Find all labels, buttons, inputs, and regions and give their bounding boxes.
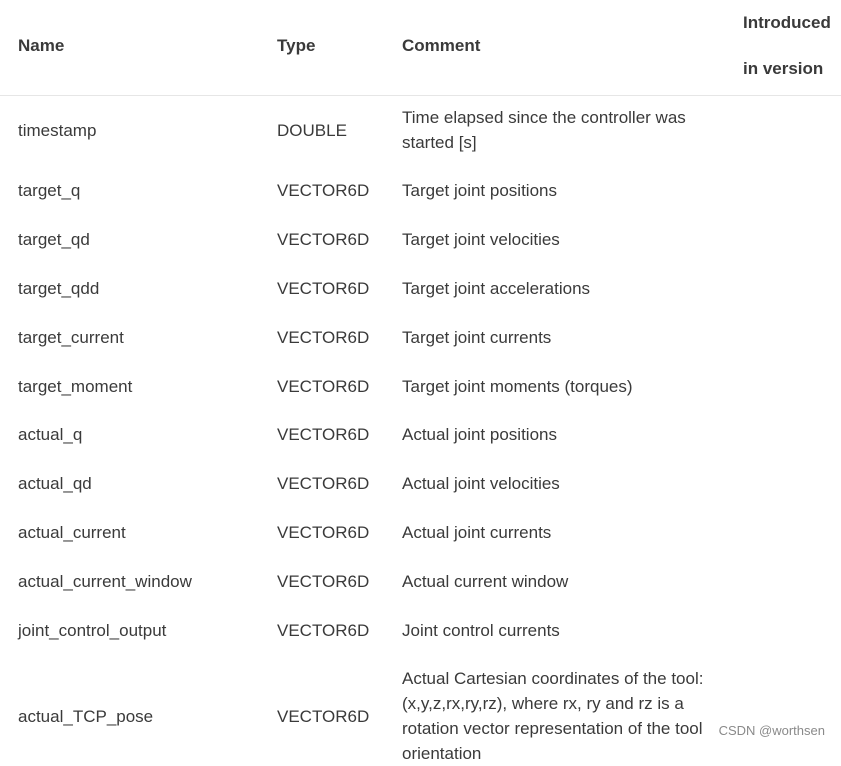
cell-comment: (x,y,z,rx,ry,rz), where rx, ry and rz is a [402, 694, 684, 713]
cell-type: VECTOR6D [277, 377, 370, 396]
cell-comment: rotation vector representation of the tool [402, 719, 703, 738]
cell-comment: Target joint currents [402, 328, 552, 347]
cell-type: VECTOR6D [277, 279, 370, 298]
header-introduced-line1: Introduced [743, 13, 831, 32]
header-name: Name [18, 36, 65, 55]
header-comment: Comment [402, 36, 481, 55]
cell-name: target_current [18, 328, 124, 347]
cell-comment: orientation [402, 744, 482, 763]
cell-type: DOUBLE [277, 120, 347, 140]
cell-comment: Time elapsed since the controller was [402, 108, 686, 127]
cell-comment: Actual Cartesian coordinates of the tool: [402, 669, 704, 688]
cell-comment: Joint control currents [402, 621, 560, 640]
cell-name: actual_TCP_pose [18, 706, 154, 726]
cell-comment: Target joint accelerations [402, 279, 591, 298]
cell-name: joint_control_output [18, 621, 167, 640]
cell-comment: started [s] [402, 133, 477, 152]
cell-type: VECTOR6D [277, 328, 370, 347]
cell-comment: Actual joint currents [402, 523, 552, 542]
cell-name: target_qdd [18, 279, 100, 298]
cell-name: target_q [18, 181, 81, 200]
cell-comment: Actual joint positions [402, 425, 557, 444]
cell-comment: Target joint velocities [402, 230, 560, 249]
cell-comment: Target joint moments (torques) [402, 377, 633, 396]
cell-name: actual_q [18, 425, 83, 444]
cell-comment: Actual current window [402, 572, 569, 591]
cell-name: timestamp [18, 120, 97, 140]
cell-name: actual_current_window [18, 572, 192, 591]
watermark: CSDN @worthsen [718, 723, 825, 738]
cell-name: actual_current [18, 523, 126, 542]
cell-type: VECTOR6D [277, 572, 370, 591]
cell-type: VECTOR6D [277, 706, 370, 726]
cell-type: VECTOR6D [277, 474, 370, 493]
cell-type: VECTOR6D [277, 181, 370, 200]
header-type: Type [277, 36, 316, 55]
cell-comment: Target joint positions [402, 181, 557, 200]
cell-name: actual_qd [18, 474, 92, 493]
cell-type: VECTOR6D [277, 523, 370, 542]
cell-name: target_qd [18, 230, 90, 249]
cell-type: VECTOR6D [277, 230, 370, 249]
cell-type: VECTOR6D [277, 621, 370, 640]
cell-name: target_moment [18, 377, 133, 396]
cell-comment: Actual joint velocities [402, 474, 560, 493]
cell-type: VECTOR6D [277, 425, 370, 444]
header-divider [0, 95, 841, 96]
header-introduced-line2: in version [743, 59, 824, 78]
